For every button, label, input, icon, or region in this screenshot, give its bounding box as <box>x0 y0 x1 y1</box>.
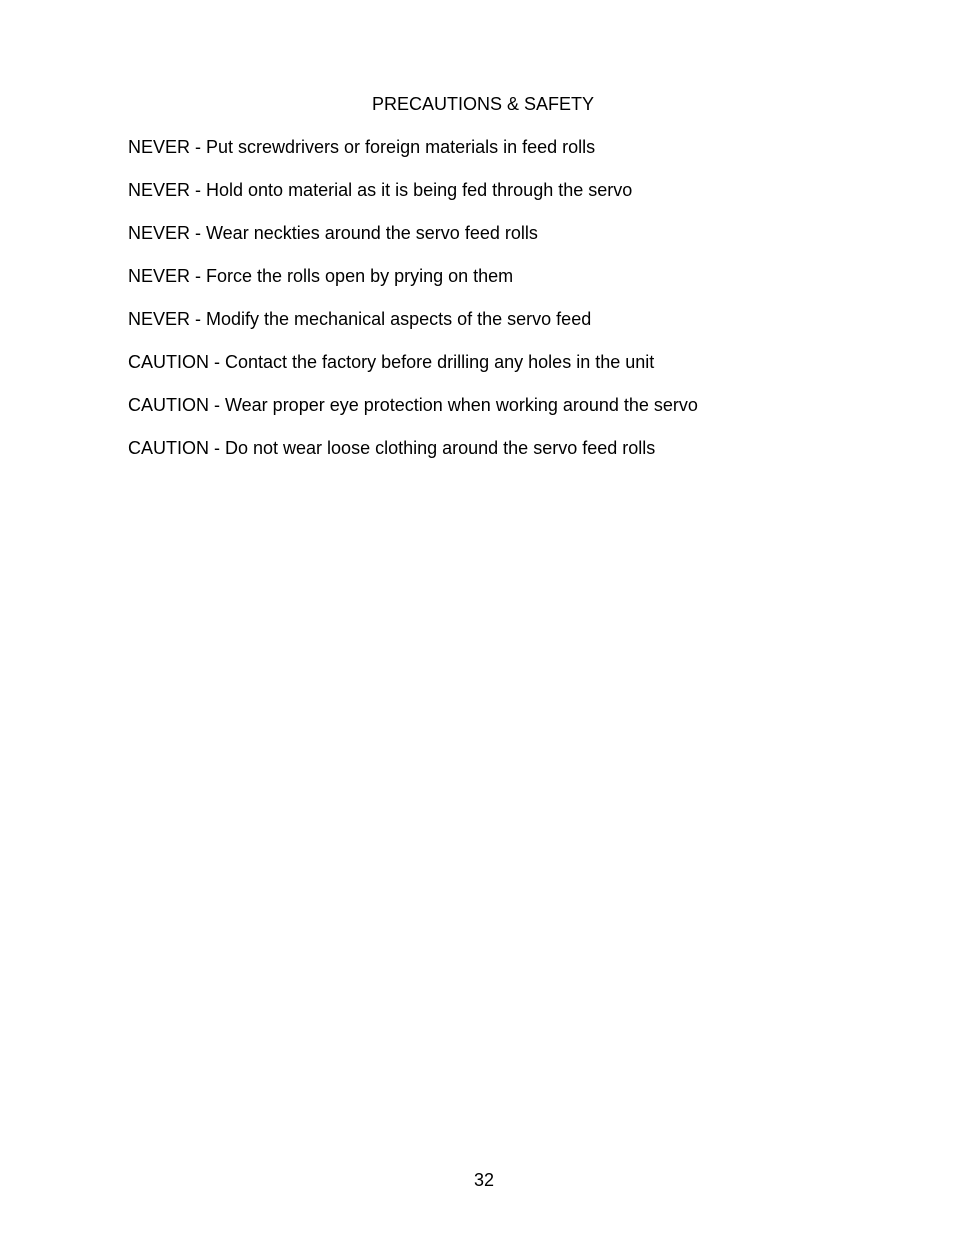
page-title: PRECAUTIONS & SAFETY <box>371 94 595 114</box>
list-item: NEVER - Put screwdrivers or foreign materials in feed rolls <box>128 137 596 157</box>
list-item: CAUTION - Do not wear loose clothing around the servo feed rolls <box>128 438 656 458</box>
page-number: 32 <box>473 1170 495 1190</box>
list-item: CAUTION - Wear proper eye protection when working around the servo <box>128 395 698 415</box>
list-item: NEVER - Modify the mechanical aspects of the servo feed <box>128 309 592 329</box>
list-item: NEVER - Force the rolls open by prying on them <box>128 266 514 286</box>
list-item: NEVER - Wear neckties around the servo feed rolls <box>128 223 538 243</box>
list-item: NEVER - Hold onto material as it is being fed through the servo <box>128 180 633 200</box>
list-item: CAUTION - Contact the factory before drilling any holes in the unit <box>128 352 655 372</box>
safety-list <box>128 135 698 479</box>
